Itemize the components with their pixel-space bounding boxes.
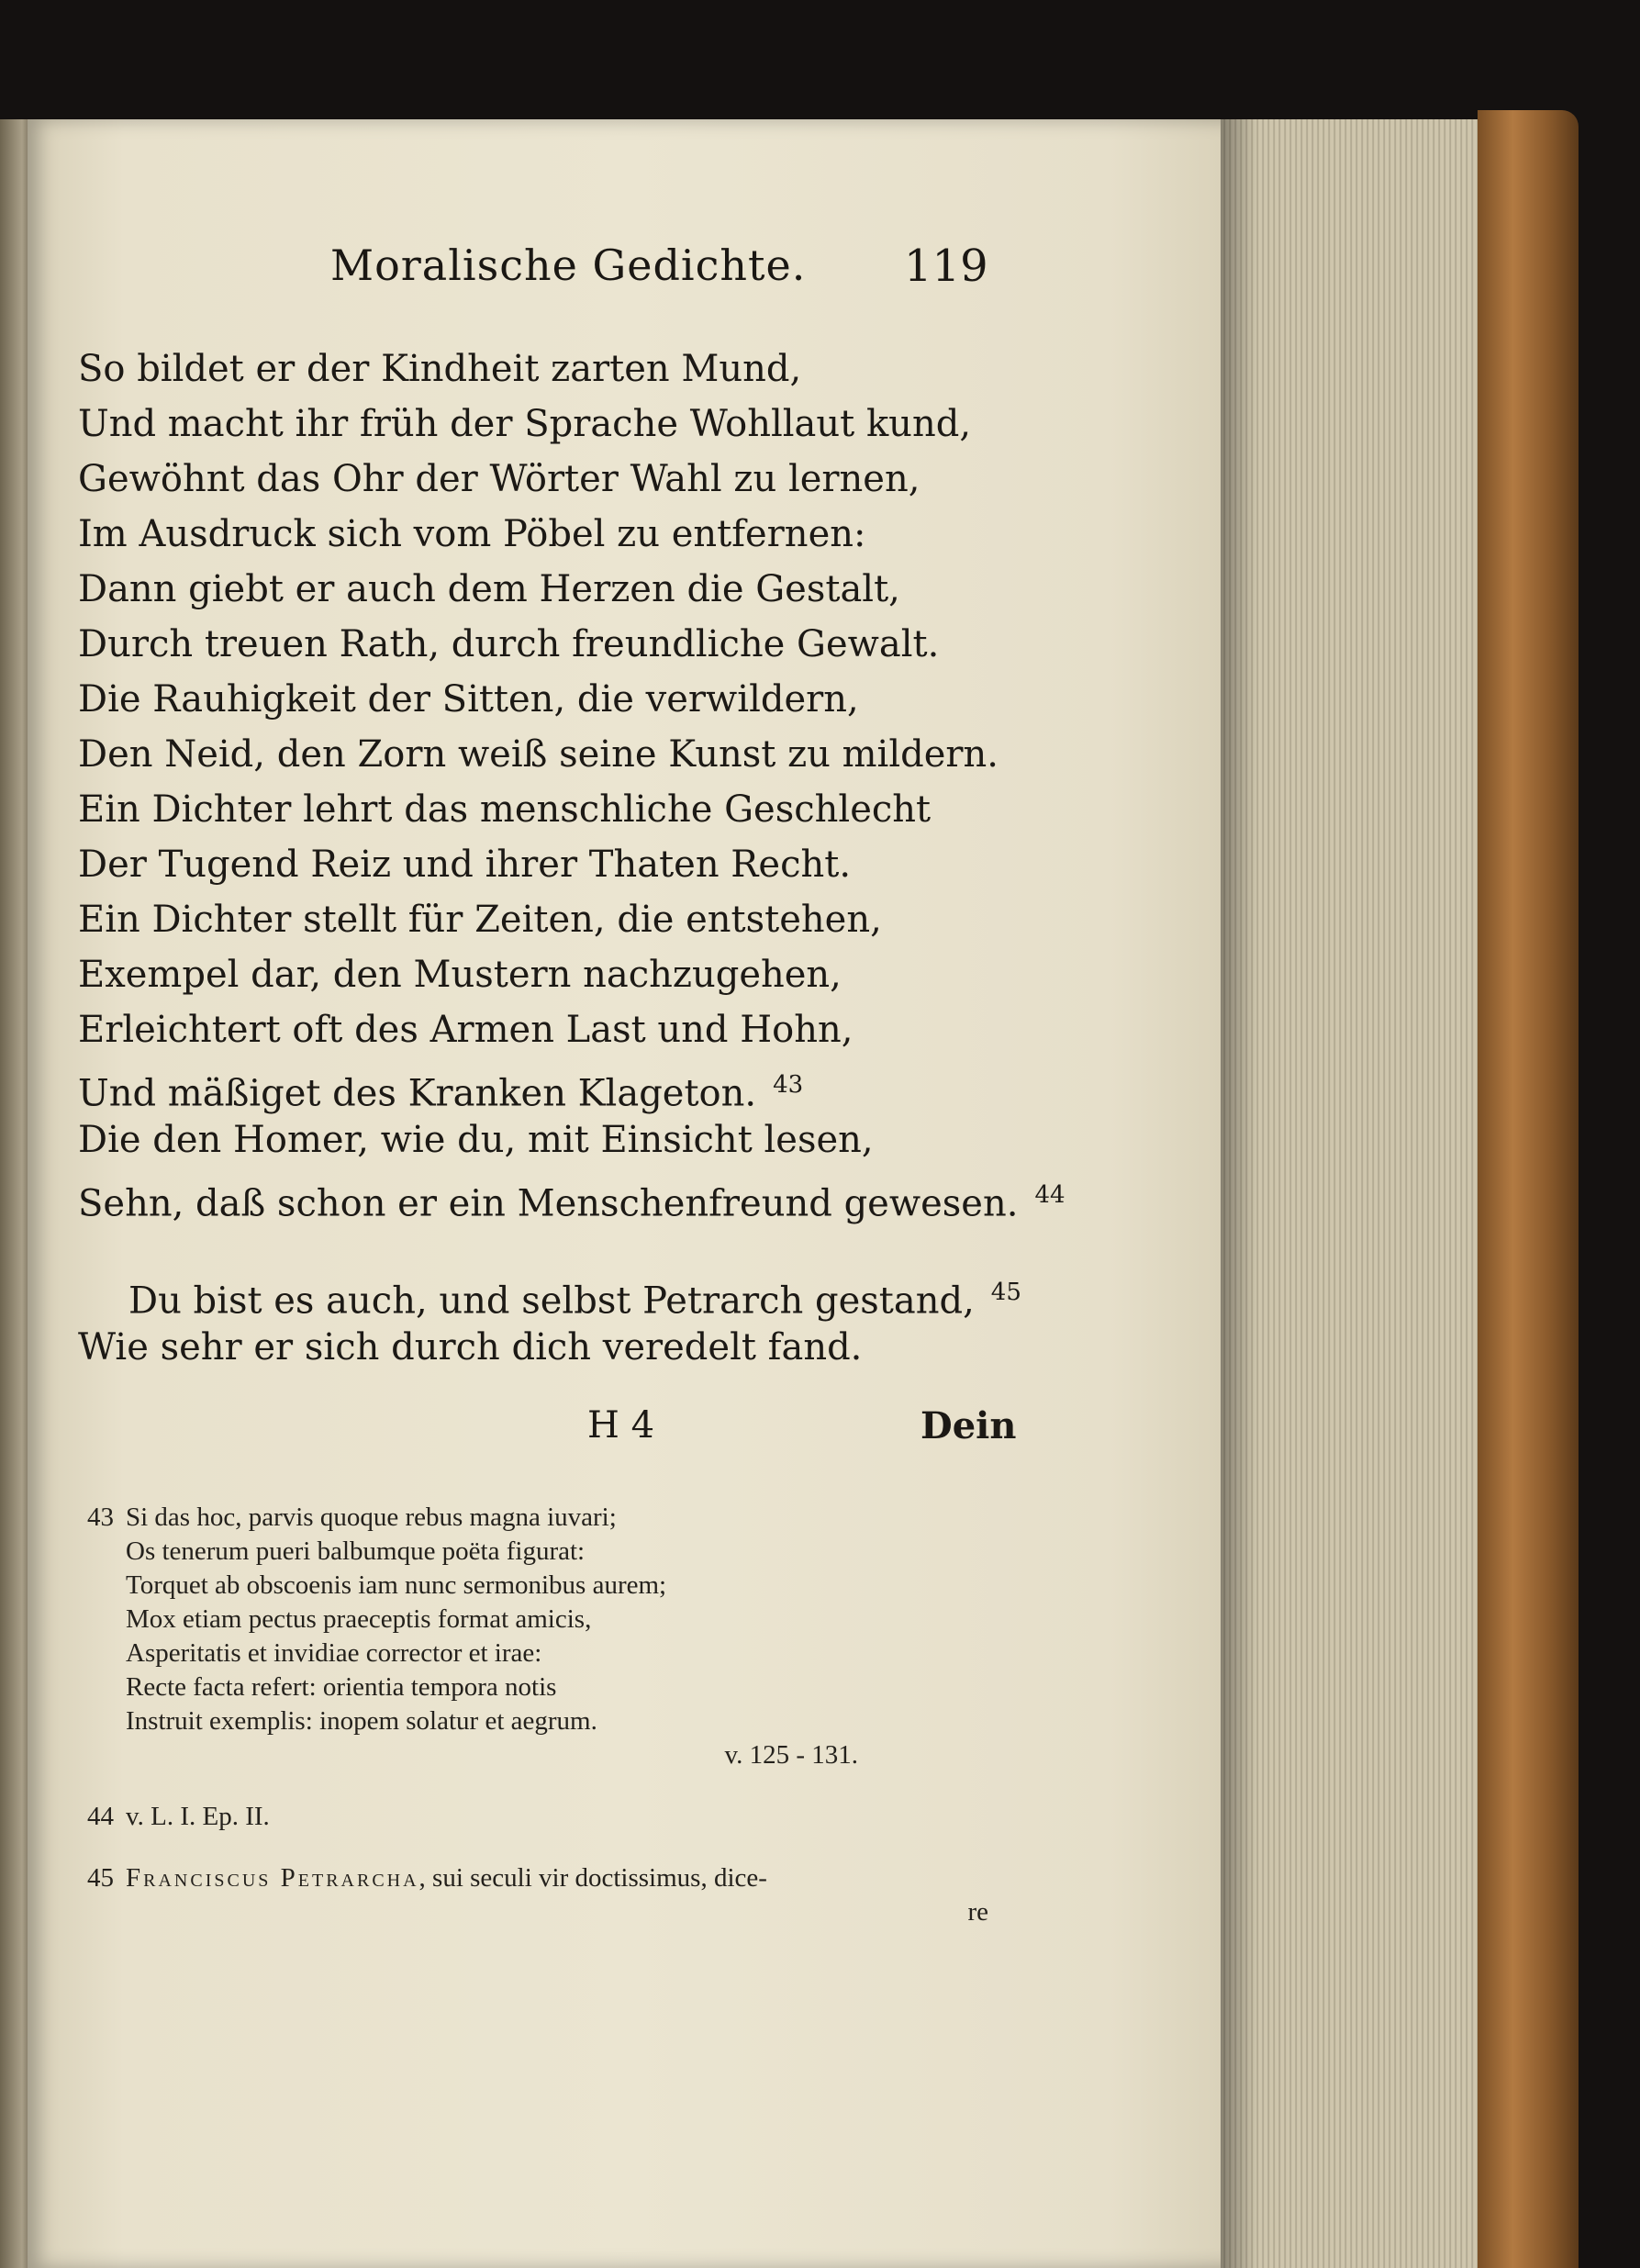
verse-line: Durch treuen Rath, durch freundliche Gewalt. — [78, 623, 940, 665]
footnote-43: 43 Si das hoc, parvis quoque rebus magna iuvari; — [87, 1501, 1005, 1535]
footnote-line: Os tenerum pueri balbumque poëta figurat: — [126, 1536, 586, 1566]
verse-line: Ein Dichter stellt für Zeiten, die entstehen, — [78, 899, 882, 941]
catchword: Dein — [920, 1404, 1017, 1447]
footnote-line: Asperitatis et invidiae corrector et irae: — [126, 1638, 542, 1668]
gutter-shadow — [1221, 119, 1257, 2268]
verse-line: So bildet er der Kindheit zarten Mund, — [78, 348, 802, 390]
verse-line: Dann giebt er auch dem Herzen die Gestalt, — [78, 568, 900, 610]
verse-line: Erleichtert oft des Armen Last und Hohn, — [78, 1009, 853, 1051]
footnote-line: Recte facta refert: orientia tempora notis — [126, 1672, 557, 1702]
footnote-reference: 44 — [1034, 1181, 1065, 1209]
verse-line: Und mäßiget des Kranken Klageton. $^{43}$ — [78, 1071, 804, 1115]
verse-line: Den Neid, den Zorn weiß seine Kunst zu mildern. — [78, 733, 999, 776]
author-name: Franciscus Petrarcha — [126, 1863, 419, 1893]
footnote-continuation: re — [967, 1897, 988, 1927]
verse-line: Und macht ihr früh der Sprache Wohllaut kund, — [78, 403, 972, 445]
verse-line: Wie sehr er sich durch dich veredelt fand. — [78, 1326, 863, 1369]
footnote-reference: 45 — [990, 1279, 1021, 1306]
verse-line: Exempel dar, den Mustern nachzugehen, — [78, 954, 842, 996]
verse-line: Im Ausdruck sich vom Pöbel zu entfernen: — [78, 513, 866, 555]
footnote-number: 45 — [87, 1863, 114, 1893]
verse-line: Sehn, daß schon er ein Menschenfreund gewesen. $^{44}$ — [78, 1181, 1065, 1225]
footnote-number: 44 — [87, 1802, 114, 1831]
verse-line: Du bist es auch, und selbst Petrarch gestand, $^{45}$ — [128, 1279, 1021, 1323]
footnote-line: Torquet ab obscoenis iam nunc sermonibus aurem; — [126, 1570, 667, 1600]
footnote-line: Mox etiam pectus praeceptis format amicis, — [126, 1604, 592, 1634]
verse-line: Gewöhnt das Ohr der Wörter Wahl zu lernen, — [78, 458, 920, 500]
footnote-gap — [87, 1834, 1005, 1861]
verse-line: Die Rauhigkeit der Sitten, die verwildern, — [78, 678, 859, 721]
verse-line: Die den Homer, wie du, mit Einsicht lesen, — [78, 1119, 874, 1161]
footnote-line: Instruit exemplis: inopem solatur et aegrum. — [126, 1706, 597, 1736]
running-head: Moralische Gedichte. — [330, 240, 807, 290]
verse-line: Der Tugend Reiz und ihrer Thaten Recht. — [78, 844, 852, 886]
verse-line: Ein Dichter lehrt das menschliche Geschlecht — [78, 788, 932, 831]
signature-mark: H 4 — [587, 1404, 655, 1447]
page-block-edge — [1221, 119, 1496, 2268]
footnote-number: 43 — [87, 1503, 114, 1532]
footnote-45: 45 Franciscus Petrarcha, sui seculi vir doctissimus, dice- — [87, 1861, 1005, 1895]
stanza-break — [78, 1223, 996, 1265]
poem-text — [78, 341, 1065, 1375]
page-number: 119 — [904, 240, 988, 292]
footnote-source: v. 125 - 131. — [724, 1740, 858, 1770]
footnote-44: 44 v. L. I. Ep. II. — [87, 1800, 1005, 1834]
footnote-gap — [87, 1772, 1005, 1800]
footnote-reference: 43 — [773, 1071, 804, 1099]
leather-cover — [1478, 110, 1579, 2268]
footnotes — [87, 1501, 1005, 1929]
